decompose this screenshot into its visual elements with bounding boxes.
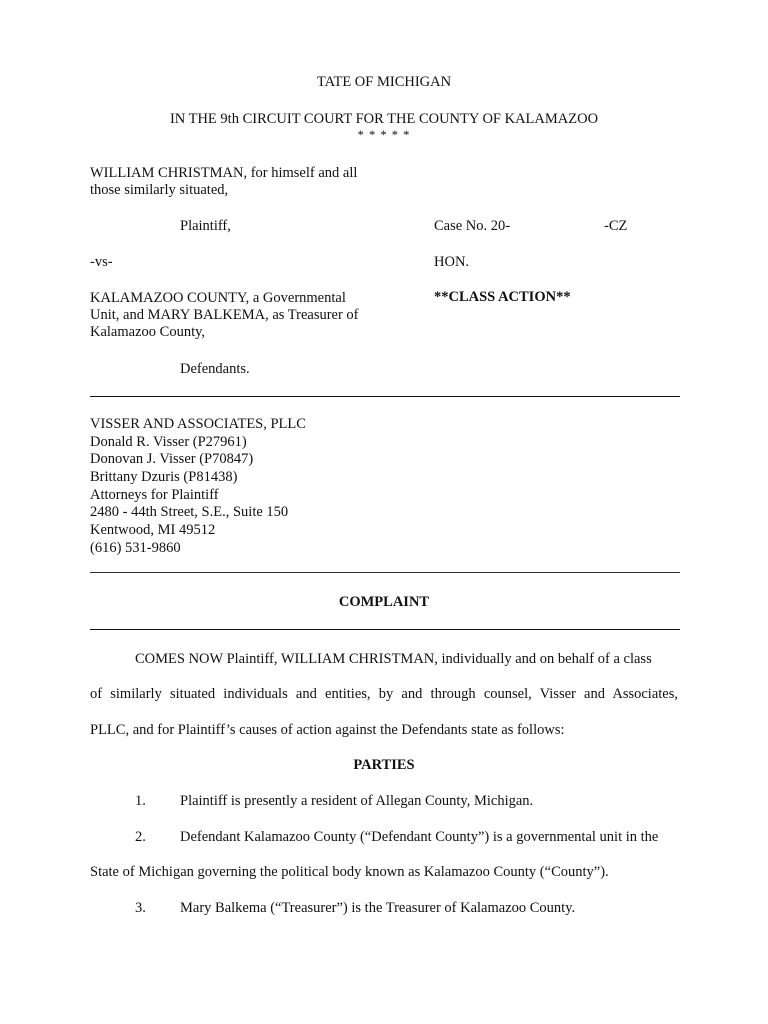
caption-divider <box>90 396 680 397</box>
case-number-label: Case No. 20- <box>434 218 511 234</box>
defendant-line-1: KALAMAZOO COUNTY, a Governmental <box>90 290 346 306</box>
item-continuation: State of Michigan governing the political body known as Kalamazoo County (“County”). <box>90 864 609 880</box>
state-heading: TATE OF MICHIGAN <box>316 74 452 90</box>
complaint-title: COMPLAINT <box>338 594 430 610</box>
versus-label: -vs- <box>90 254 113 270</box>
case-number-suffix: -CZ <box>604 218 628 234</box>
attorney-block <box>90 416 306 558</box>
item-number: 3. <box>135 900 146 916</box>
court-heading: IN THE 9th CIRCUIT COURT FOR THE COUNTY OF KALAMAZOO <box>169 111 599 127</box>
item-number: 2. <box>135 829 146 845</box>
item-number: 1. <box>135 793 146 809</box>
defendants-label: Defendants. <box>180 361 250 377</box>
attorney-city: Kentwood, MI 49512 <box>90 522 216 539</box>
class-action-label: **CLASS ACTION** <box>434 289 571 305</box>
intro-line-3: PLLC, and for Plaintiff’s causes of action against the Defendants state as follows: <box>90 722 565 738</box>
judge-label: HON. <box>434 254 470 270</box>
intro-line-2: of similarly situated individuals and entities, by and through counsel, Visser and Associates, <box>90 686 678 702</box>
stars-separator: * * * * * <box>357 128 411 142</box>
attorney-role: Attorneys for Plaintiff <box>90 486 219 503</box>
attorney-line: Donovan J. Visser (P70847) <box>90 451 254 468</box>
item-text: Mary Balkema (“Treasurer”) is the Treasurer of Kalamazoo County. <box>180 900 576 916</box>
complaint-divider <box>90 629 680 630</box>
defendant-line-2: Unit, and MARY BALKEMA, as Treasurer of <box>90 307 359 323</box>
attorney-divider <box>90 572 680 573</box>
attorney-firm: VISSER AND ASSOCIATES, PLLC <box>90 416 306 432</box>
defendant-line-3: Kalamazoo County, <box>90 324 206 340</box>
item-text: Defendant Kalamazoo County (“Defendant County”) is a governmental unit in the <box>180 829 659 845</box>
plaintiff-name-line-2: those similarly situated, <box>90 182 229 198</box>
attorney-phone: (616) 531-9860 <box>90 539 181 556</box>
item-text: Plaintiff is presently a resident of Allegan County, Michigan. <box>180 793 534 809</box>
attorney-address: 2480 - 44th Street, S.E., Suite 150 <box>90 504 289 521</box>
attorney-line: Donald R. Visser (P27961) <box>90 433 247 450</box>
plaintiff-name-line-1: WILLIAM CHRISTMAN, for himself and all <box>90 165 358 181</box>
parties-heading: PARTIES <box>353 757 415 773</box>
intro-line-1: COMES NOW Plaintiff, WILLIAM CHRISTMAN, individually and on behalf of a class <box>135 651 652 667</box>
attorney-line: Brittany Dzuris (P81438) <box>90 469 238 486</box>
plaintiff-label: Plaintiff, <box>180 218 231 234</box>
